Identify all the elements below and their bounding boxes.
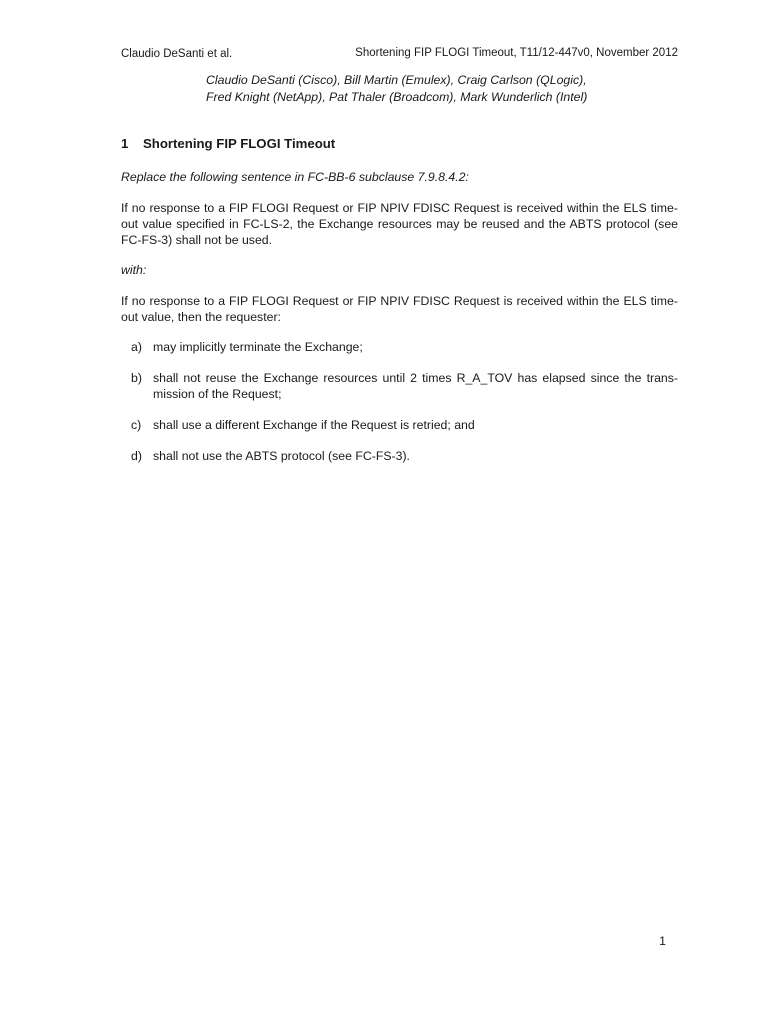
page-number: 1 [659, 934, 666, 948]
original-paragraph-line-2: out value specified in FC-LS-2, the Exchange resources may be reused and the ABTS protocol (see [121, 217, 678, 231]
list-item-text: may implicitly terminate the Exchange; [153, 340, 363, 354]
list-item-label: a) [131, 340, 142, 354]
running-header-title: Shortening FIP FLOGI Timeout, T11/12-447v0, November 2012 [355, 47, 678, 59]
list-item-label: d) [131, 449, 142, 463]
list-item-text: shall not use the ABTS protocol (see FC-FS-3). [153, 449, 410, 463]
section-number: 1 [121, 136, 129, 151]
list-item-text-continued: mission of the Request; [153, 387, 282, 401]
original-paragraph [121, 200, 678, 248]
list-item-label: c) [131, 418, 142, 432]
with-label: with: [121, 263, 147, 277]
original-paragraph-line-3: FC-FS-3) shall not be used. [121, 233, 273, 247]
new-paragraph [121, 293, 678, 325]
list-item-text: shall not reuse the Exchange resources until 2 times R_A_TOV has elapsed since the trans- [153, 371, 678, 385]
author-list [206, 72, 587, 106]
section-heading [121, 136, 335, 151]
running-header-authors: Claudio DeSanti et al. [121, 48, 233, 60]
list-item-label: b) [131, 371, 142, 385]
section-title: Shortening FIP FLOGI Timeout [143, 136, 336, 151]
original-paragraph-line-1: If no response to a FIP FLOGI Request or FIP NPIV FDISC Request is received within the ELS time- [121, 201, 678, 215]
new-paragraph-line-1: If no response to a FIP FLOGI Request or FIP NPIV FDISC Request is received within the ELS time- [121, 294, 678, 308]
new-paragraph-line-2: out value, then the requester: [121, 310, 281, 324]
list-item-text: shall use a different Exchange if the Request is retried; and [153, 418, 475, 432]
author-line-1: Claudio DeSanti (Cisco), Bill Martin (Emulex), Craig Carlson (QLogic), [206, 73, 587, 87]
author-line-2: Fred Knight (NetApp), Pat Thaler (Broadcom), Mark Wunderlich (Intel) [206, 90, 588, 104]
replace-instruction: Replace the following sentence in FC-BB-6 subclause 7.9.8.4.2: [121, 170, 469, 184]
